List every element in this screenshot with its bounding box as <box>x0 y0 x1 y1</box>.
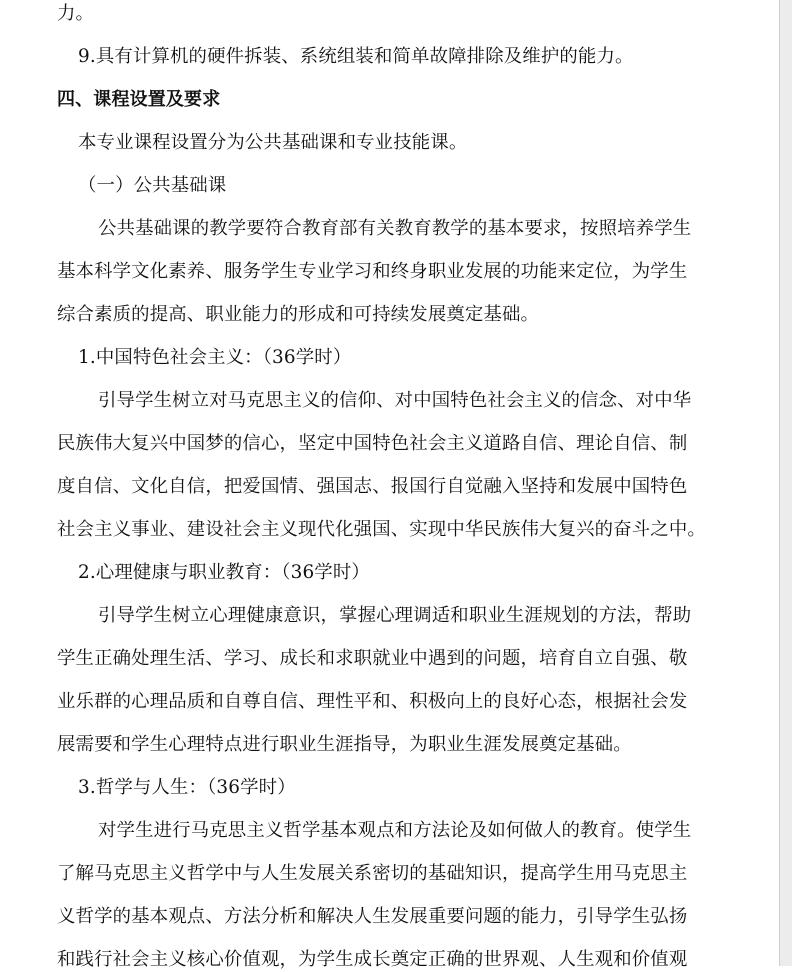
text-line: 力。 <box>57 3 95 24</box>
paragraph-line: 引导学生树立心理健康意识，掌握心理调适和职业生涯规划的方法，帮助 <box>98 605 692 626</box>
paragraph-line: 展需要和学生心理特点进行职业生涯指导，为职业生涯发展奠定基础。 <box>57 734 632 755</box>
paragraph-line: 了解马克思主义哲学中与人生发展关系密切的基础知识，提高学生用马克思主 <box>57 863 688 884</box>
page-edge <box>779 0 792 966</box>
paragraph-line: 民族伟大复兴中国梦的信心，坚定中国特色社会主义道路自信、理论自信、制 <box>57 433 688 454</box>
course-title: 3.哲学与人生：（36学时） <box>78 777 296 798</box>
course-title: 2.心理健康与职业教育：（36学时） <box>78 562 370 583</box>
list-item-hardware-skill: 9.具有计算机的硬件拆装、系统组装和简单故障排除及维护的能力。 <box>78 46 634 67</box>
paragraph-line: 社会主义事业、建设社会主义现代化强国、实现中华民族伟大复兴的奋斗之中。 <box>57 519 706 540</box>
paragraph-line: 本专业课程设置分为公共基础课和专业技能课。 <box>78 132 468 153</box>
paragraph-line: 引导学生树立对马克思主义的信仰、对中国特色社会主义的信念、对中华 <box>98 390 692 411</box>
paragraph-line: 业乐群的心理品质和自尊自信、理性平和、积极向上的良好心态，根据社会发 <box>57 691 688 712</box>
paragraph-line: 基本科学文化素养、服务学生专业学习和终身职业发展的功能来定位，为学生 <box>57 261 688 282</box>
subsection-heading: （一）公共基础课 <box>78 175 227 196</box>
paragraph-line: 和践行社会主义核心价值观，为学生成长奠定正确的世界观、人生观和价值观 <box>57 949 688 970</box>
paragraph-line: 义哲学的基本观点、方法分析和解决人生发展重要问题的能力，引导学生弘扬 <box>57 906 688 927</box>
course-title: 1.中国特色社会主义：（36学时） <box>78 347 352 368</box>
section-heading: 四、课程设置及要求 <box>57 89 221 110</box>
paragraph-line: 学生正确处理生活、学习、成长和求职就业中遇到的问题，培育自立自强、敬 <box>57 648 688 669</box>
paragraph-line: 对学生进行马克思主义哲学基本观点和方法论及如何做人的教育。使学生 <box>98 820 692 841</box>
paragraph-line: 公共基础课的教学要符合教育部有关教育教学的基本要求，按照培养学生 <box>98 218 692 239</box>
paragraph-line: 综合素质的提高、职业能力的形成和可持续发展奠定基础。 <box>57 304 540 325</box>
paragraph-line: 度自信、文化自信，把爱国情、强国志、报国行自觉融入坚持和发展中国特色 <box>57 476 688 497</box>
